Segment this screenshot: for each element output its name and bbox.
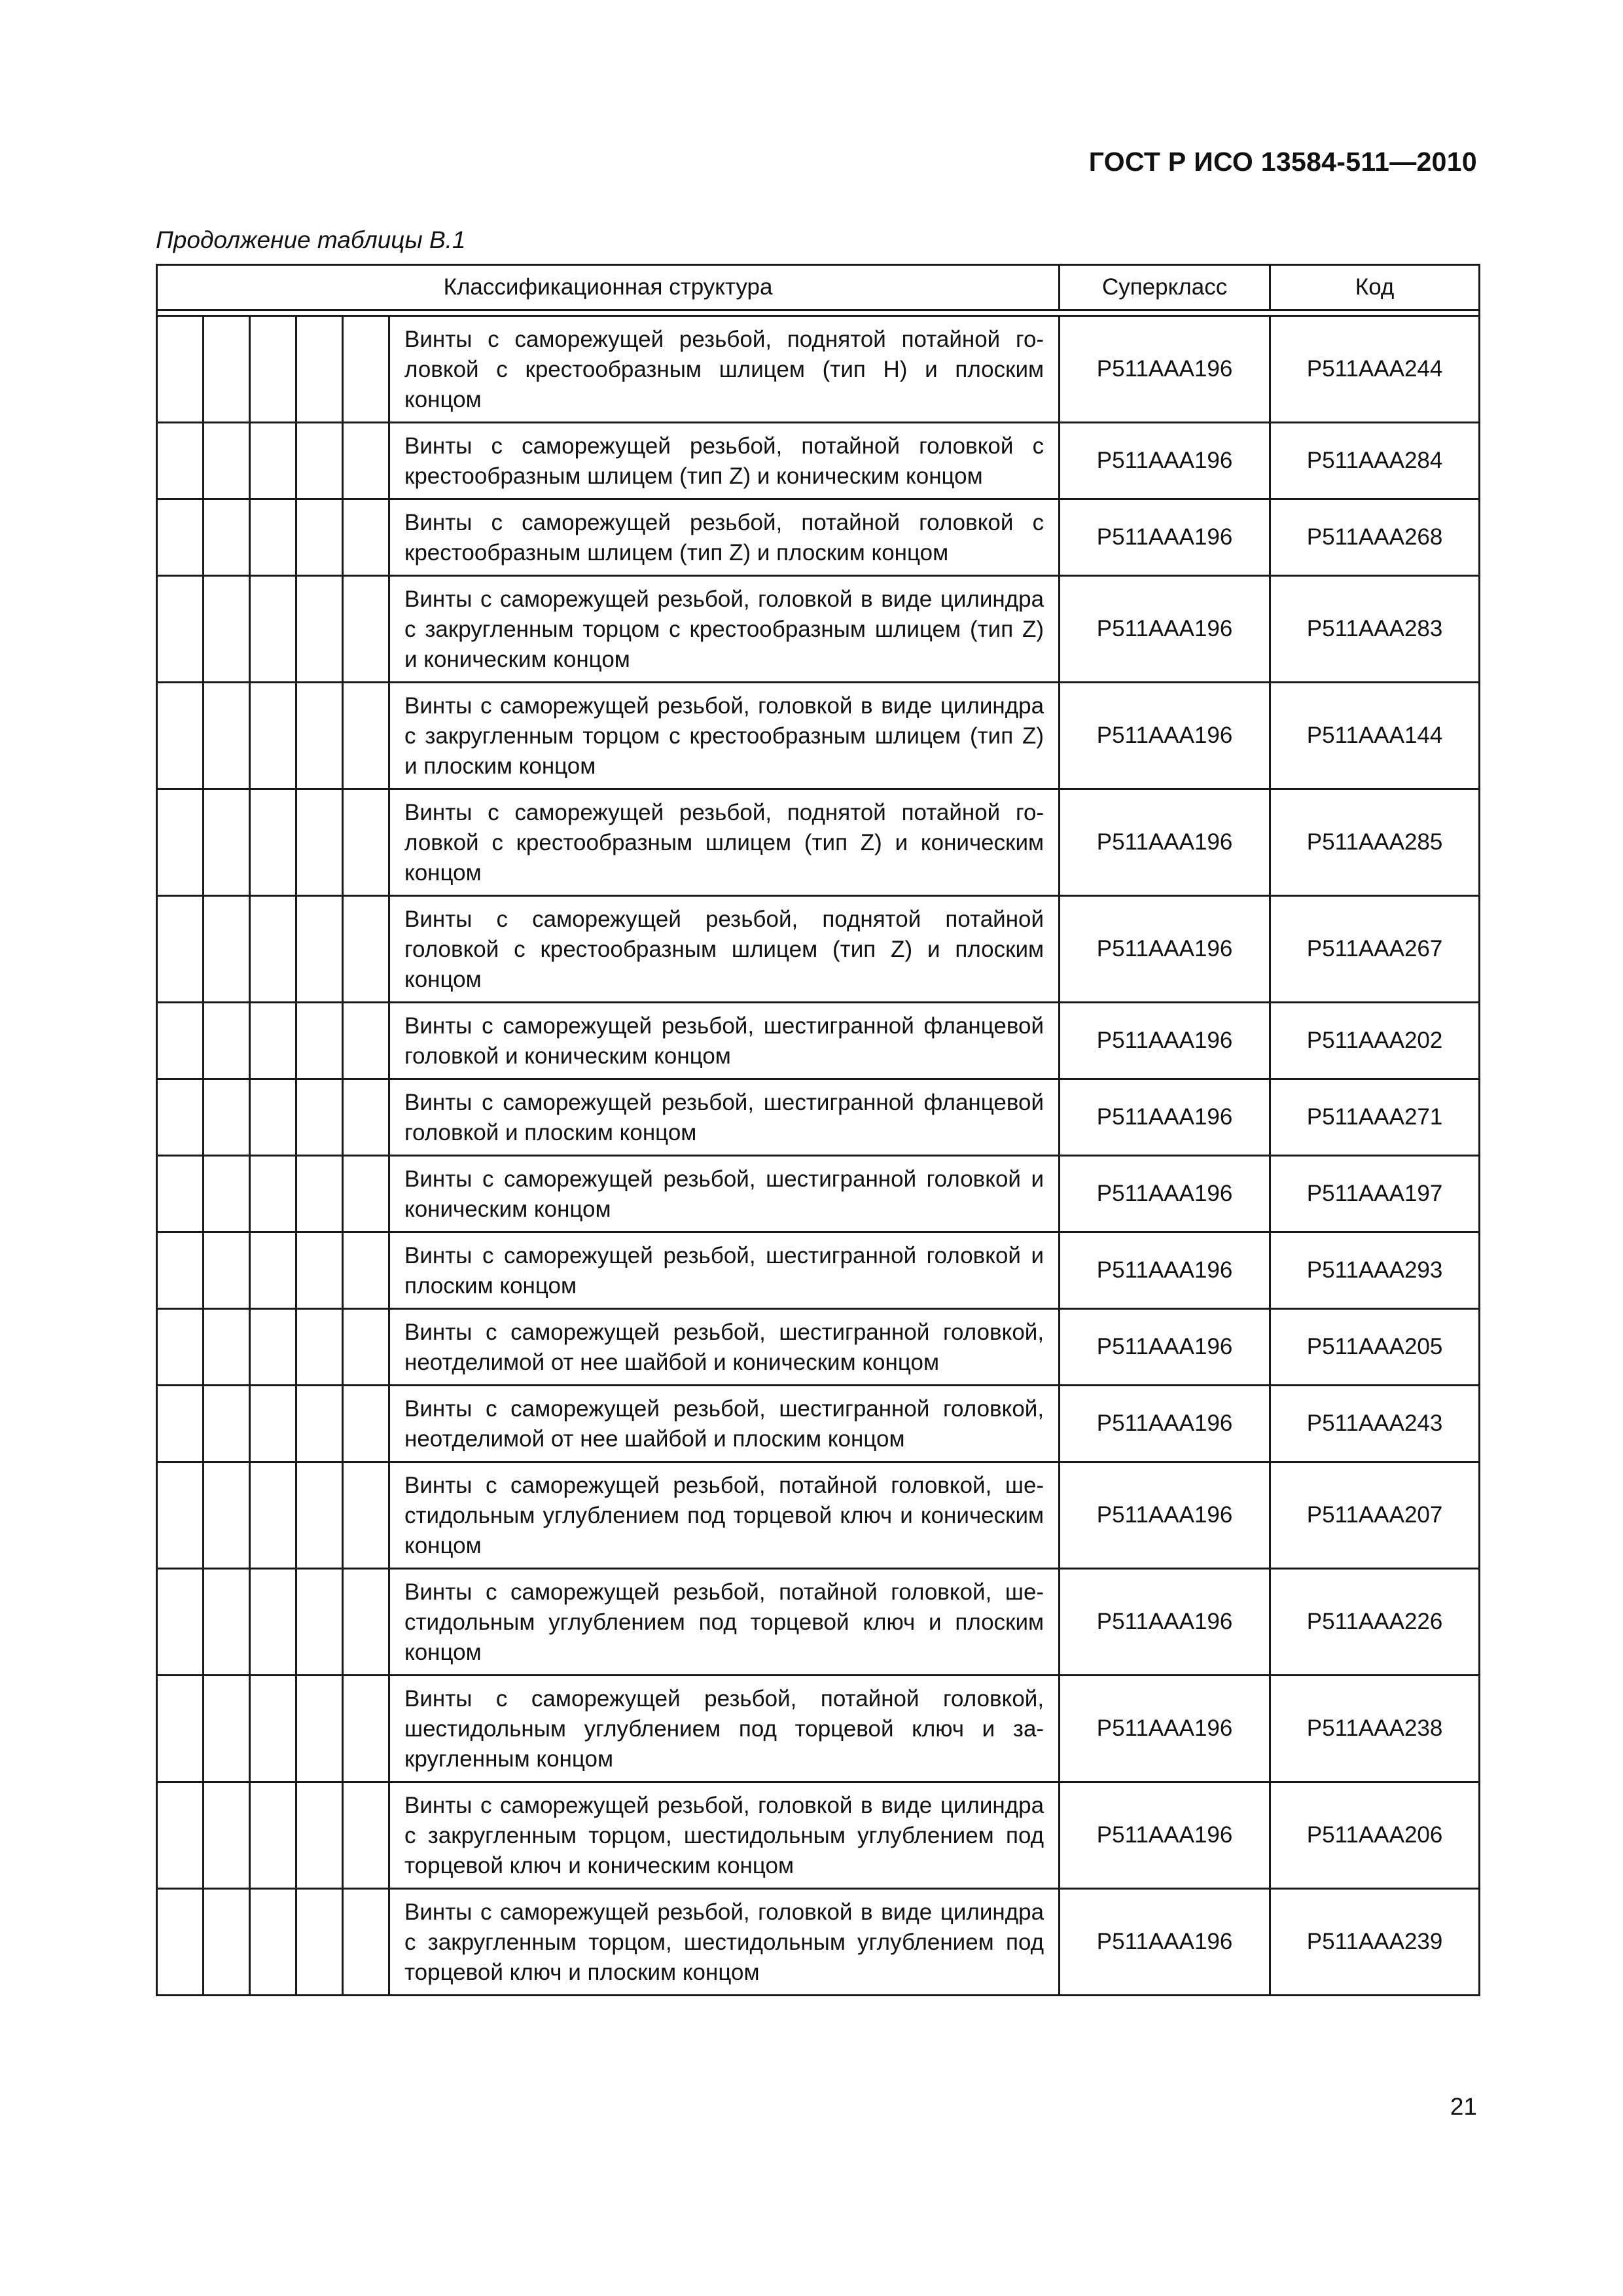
hierarchy-level-cell (343, 789, 389, 896)
superclass-cell: P511AAA196 (1060, 1079, 1270, 1156)
table-caption: Продолжение таблицы В.1 (156, 226, 466, 253)
class-description: Винты с саморежущей резьбой, шестигранной головкой, неотделимой от нее шайбой и коническим концом (389, 1309, 1060, 1386)
table-row (157, 1003, 1480, 1079)
hierarchy-level-cell (343, 1309, 389, 1386)
hierarchy-level-cell (250, 423, 296, 499)
hierarchy-level-cell (250, 896, 296, 1003)
hierarchy-level-cell (250, 1309, 296, 1386)
table-row (157, 499, 1480, 576)
hierarchy-level-cell (343, 576, 389, 683)
hierarchy-level-cell (296, 896, 343, 1003)
hierarchy-level-cell (296, 1569, 343, 1676)
hierarchy-level-cell (343, 1462, 389, 1569)
code-cell: P511AAA293 (1270, 1232, 1480, 1309)
table-body (157, 316, 1480, 1996)
hierarchy-level-cell (296, 789, 343, 896)
superclass-cell: P511AAA196 (1060, 1003, 1270, 1079)
hierarchy-level-cell (204, 1386, 250, 1462)
code-cell: P511AAA226 (1270, 1569, 1480, 1676)
hierarchy-level-cell (296, 1079, 343, 1156)
class-description: Винты с саморежущей резьбой, головкой в виде цилиндра с закругленным торцом с крестообразным шлицем (тип Z) и плоским концом (389, 683, 1060, 789)
hierarchy-level-cell (296, 423, 343, 499)
hierarchy-level-cell (250, 1003, 296, 1079)
hierarchy-level-cell (250, 316, 296, 423)
code-cell: P511AAA202 (1270, 1003, 1480, 1079)
class-description: Винты с саморежущей резьбой, шестигранной головкой и коническим концом (389, 1156, 1060, 1232)
hierarchy-level-cell (204, 1889, 250, 1996)
hierarchy-level-cell (204, 1003, 250, 1079)
code-cell: P511AAA197 (1270, 1156, 1480, 1232)
superclass-cell: P511AAA196 (1060, 1309, 1270, 1386)
class-description: Винты с саморежущей резьбой, шестигранной головкой и плоским концом (389, 1232, 1060, 1309)
superclass-cell: P511AAA196 (1060, 1782, 1270, 1889)
hierarchy-level-cell (250, 789, 296, 896)
superclass-cell: P511AAA196 (1060, 1676, 1270, 1782)
table-row (157, 1676, 1480, 1782)
class-description: Винты с саморежущей резьбой, головкой в виде цилиндра с закругленным торцом, шестидольным углублением под торцевой ключ и плоским концом (389, 1889, 1060, 1996)
hierarchy-level-cell (157, 1309, 204, 1386)
class-description: Винты с саморежущей резьбой, потайной головкой с крестообразным шлицем (тип Z) и коническим концом (389, 423, 1060, 499)
superclass-cell: P511AAA196 (1060, 1386, 1270, 1462)
superclass-cell: P511AAA196 (1060, 683, 1270, 789)
hierarchy-level-cell (343, 1079, 389, 1156)
hierarchy-level-cell (250, 1079, 296, 1156)
code-cell: P511AAA271 (1270, 1079, 1480, 1156)
header-spacer-row (157, 310, 1480, 316)
hierarchy-level-cell (157, 1079, 204, 1156)
table-row (157, 316, 1480, 423)
code-cell: P511AAA283 (1270, 576, 1480, 683)
hierarchy-level-cell (250, 1462, 296, 1569)
hierarchy-level-cell (343, 1386, 389, 1462)
hierarchy-level-cell (296, 316, 343, 423)
hierarchy-level-cell (157, 789, 204, 896)
table-header-row (157, 265, 1480, 310)
code-cell: P511AAA285 (1270, 789, 1480, 896)
hierarchy-level-cell (157, 499, 204, 576)
hierarchy-level-cell (157, 1386, 204, 1462)
hierarchy-level-cell (204, 1232, 250, 1309)
superclass-cell: P511AAA196 (1060, 896, 1270, 1003)
hierarchy-level-cell (343, 1569, 389, 1676)
superclass-cell: P511AAA196 (1060, 1889, 1270, 1996)
table-row (157, 1569, 1480, 1676)
hierarchy-level-cell (157, 1569, 204, 1676)
hierarchy-level-cell (296, 576, 343, 683)
superclass-cell: P511AAA196 (1060, 1569, 1270, 1676)
classification-table (156, 264, 1480, 1996)
class-description: Винты с саморежущей резьбой, поднятой потайной головкой с крестообразным шлицем (тип H) и плоским концом (389, 316, 1060, 423)
code-cell: P511AAA244 (1270, 316, 1480, 423)
code-cell: P511AAA205 (1270, 1309, 1480, 1386)
superclass-cell: P511AAA196 (1060, 1156, 1270, 1232)
class-description: Винты с саморежущей резьбой, потайной головкой, шестидольным углублением под торцевой ключ и коническим концом (389, 1462, 1060, 1569)
class-description: Винты с саморежущей резьбой, потайной головкой, шестидольным углублением под торцевой ключ и плоским концом (389, 1569, 1060, 1676)
hierarchy-level-cell (296, 1889, 343, 1996)
hierarchy-level-cell (204, 576, 250, 683)
table-row (157, 1889, 1480, 1996)
hierarchy-level-cell (343, 1676, 389, 1782)
hierarchy-level-cell (296, 1386, 343, 1462)
hierarchy-level-cell (250, 1676, 296, 1782)
class-description: Винты с саморежущей резьбой, потайной головкой с крестообразным шлицем (тип Z) и плоским концом (389, 499, 1060, 576)
code-cell: P511AAA207 (1270, 1462, 1480, 1569)
hierarchy-level-cell (204, 1079, 250, 1156)
header-classification-structure: Классификационная структура (157, 265, 1060, 310)
hierarchy-level-cell (296, 1232, 343, 1309)
hierarchy-level-cell (204, 789, 250, 896)
table-row (157, 576, 1480, 683)
hierarchy-level-cell (296, 1309, 343, 1386)
code-cell: P511AAA239 (1270, 1889, 1480, 1996)
table-row (157, 683, 1480, 789)
hierarchy-level-cell (157, 683, 204, 789)
hierarchy-level-cell (343, 423, 389, 499)
hierarchy-level-cell (343, 1003, 389, 1079)
hierarchy-level-cell (204, 499, 250, 576)
hierarchy-level-cell (343, 683, 389, 789)
class-description: Винты с саморежущей резьбой, головкой в виде цилиндра с закругленным торцом, шестидольным углублением под торцевой ключ и коническим концом (389, 1782, 1060, 1889)
hierarchy-level-cell (296, 683, 343, 789)
hierarchy-level-cell (296, 1156, 343, 1232)
code-cell: P511AAA243 (1270, 1386, 1480, 1462)
hierarchy-level-cell (204, 423, 250, 499)
hierarchy-level-cell (250, 499, 296, 576)
class-description: Винты с саморежущей резьбой, потайной головкой, шестидольным углублением под торцевой ключ и закругленным концом (389, 1676, 1060, 1782)
hierarchy-level-cell (250, 1156, 296, 1232)
code-cell: P511AAA284 (1270, 423, 1480, 499)
hierarchy-level-cell (343, 1889, 389, 1996)
hierarchy-level-cell (343, 896, 389, 1003)
table-row (157, 1309, 1480, 1386)
hierarchy-level-cell (296, 499, 343, 576)
hierarchy-level-cell (204, 316, 250, 423)
hierarchy-level-cell (250, 1889, 296, 1996)
table-row (157, 789, 1480, 896)
class-description: Винты с саморежущей резьбой, шестигранной фланцевой головкой и плоским концом (389, 1079, 1060, 1156)
hierarchy-level-cell (157, 1462, 204, 1569)
hierarchy-level-cell (204, 1462, 250, 1569)
header-superclass: Суперкласс (1060, 265, 1270, 310)
table-row (157, 896, 1480, 1003)
table-row (157, 1232, 1480, 1309)
hierarchy-level-cell (204, 1676, 250, 1782)
hierarchy-level-cell (343, 1782, 389, 1889)
hierarchy-level-cell (157, 576, 204, 683)
hierarchy-level-cell (157, 896, 204, 1003)
hierarchy-level-cell (204, 683, 250, 789)
code-cell: P511AAA267 (1270, 896, 1480, 1003)
superclass-cell: P511AAA196 (1060, 316, 1270, 423)
code-cell: P511AAA238 (1270, 1676, 1480, 1782)
code-cell: P511AAA144 (1270, 683, 1480, 789)
superclass-cell: P511AAA196 (1060, 789, 1270, 896)
superclass-cell: P511AAA196 (1060, 576, 1270, 683)
hierarchy-level-cell (250, 1232, 296, 1309)
hierarchy-level-cell (296, 1462, 343, 1569)
superclass-cell: P511AAA196 (1060, 499, 1270, 576)
hierarchy-level-cell (296, 1676, 343, 1782)
hierarchy-level-cell (204, 896, 250, 1003)
hierarchy-level-cell (250, 683, 296, 789)
table-row (157, 1782, 1480, 1889)
header-code: Код (1270, 265, 1480, 310)
code-cell: P511AAA206 (1270, 1782, 1480, 1889)
hierarchy-level-cell (157, 1003, 204, 1079)
superclass-cell: P511AAA196 (1060, 1232, 1270, 1309)
superclass-cell: P511AAA196 (1060, 423, 1270, 499)
hierarchy-level-cell (296, 1003, 343, 1079)
hierarchy-level-cell (157, 423, 204, 499)
table-row (157, 1079, 1480, 1156)
superclass-cell: P511AAA196 (1060, 1462, 1270, 1569)
hierarchy-level-cell (343, 499, 389, 576)
class-description: Винты с саморежущей резьбой, шестигранной фланцевой головкой и коническим концом (389, 1003, 1060, 1079)
table-row (157, 423, 1480, 499)
hierarchy-level-cell (204, 1156, 250, 1232)
hierarchy-level-cell (157, 1232, 204, 1309)
table-row (157, 1156, 1480, 1232)
class-description: Винты с саморежущей резьбой, головкой в виде цилиндра с закругленным торцом с крестообразным шлицем (тип Z) и коническим концом (389, 576, 1060, 683)
hierarchy-level-cell (157, 316, 204, 423)
hierarchy-level-cell (343, 1156, 389, 1232)
class-description: Винты с саморежущей резьбой, шестигранной головкой, неотделимой от нее шайбой и плоским концом (389, 1386, 1060, 1462)
hierarchy-level-cell (204, 1309, 250, 1386)
hierarchy-level-cell (296, 1782, 343, 1889)
hierarchy-level-cell (250, 576, 296, 683)
code-cell: P511AAA268 (1270, 499, 1480, 576)
hierarchy-level-cell (204, 1569, 250, 1676)
table-row (157, 1462, 1480, 1569)
hierarchy-level-cell (157, 1782, 204, 1889)
hierarchy-level-cell (157, 1889, 204, 1996)
page-number: 21 (1450, 2093, 1477, 2120)
class-description: Винты с саморежущей резьбой, поднятой потайной головкой с крестообразным шлицем (тип Z) и плоским концом (389, 896, 1060, 1003)
document-code: ГОСТ Р ИСО 13584-511—2010 (1088, 147, 1477, 177)
hierarchy-level-cell (250, 1386, 296, 1462)
hierarchy-level-cell (157, 1156, 204, 1232)
hierarchy-level-cell (204, 1782, 250, 1889)
class-description: Винты с саморежущей резьбой, поднятой потайной головкой с крестообразным шлицем (тип Z) и коническим концом (389, 789, 1060, 896)
hierarchy-level-cell (343, 1232, 389, 1309)
header-spacer (157, 310, 1480, 316)
hierarchy-level-cell (157, 1676, 204, 1782)
hierarchy-level-cell (343, 316, 389, 423)
hierarchy-level-cell (250, 1782, 296, 1889)
table-row (157, 1386, 1480, 1462)
hierarchy-level-cell (250, 1569, 296, 1676)
